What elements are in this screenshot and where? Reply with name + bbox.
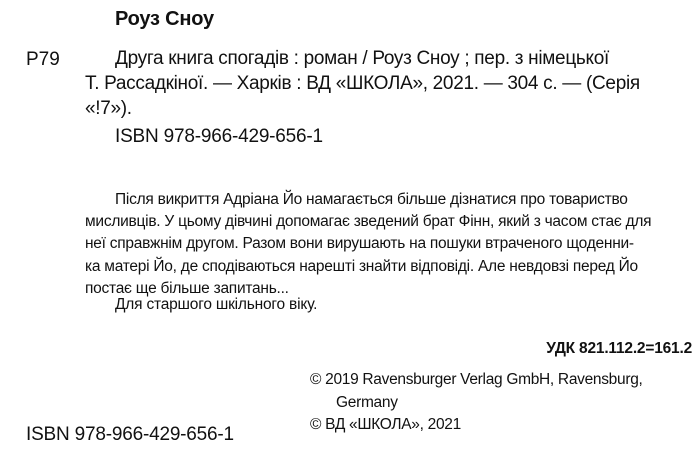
annotation-line: постає ще більше запитань... xyxy=(85,279,289,297)
udk-code: УДК 821.112.2=161.2 xyxy=(546,340,692,357)
audience-note: Для старшого шкільного віку. xyxy=(115,296,318,313)
copyright-line: © 2019 Ravensburger Verlag GmbH, Ravensburg, xyxy=(310,371,643,388)
author-mark: Р79 xyxy=(26,49,60,70)
annotation xyxy=(85,189,695,300)
copyright-line: Germany xyxy=(336,393,398,411)
author-heading: Роуз Сноу xyxy=(115,8,214,30)
annotation-line: неї справжнім другом. Разом вони вирушають на пошуки втраченого щоденни- xyxy=(85,235,634,253)
bibliographic-description xyxy=(85,46,697,121)
title-line: «!7»). xyxy=(85,98,132,119)
annotation-line: мисливців. У цьому дівчині допомагає зведений брат Фінн, який з часом стає для xyxy=(85,213,652,231)
annotation-line: Після викриття Адріана Йо намагається більше дізнатися про товариство xyxy=(115,191,628,208)
copyright-block xyxy=(310,369,695,437)
title-line: Т. Рассадкіної. — Харків : ВД «ШКОЛА», 2021. — 304 с. — (Серія xyxy=(85,73,640,94)
isbn-footer: ISBN 978-966-429-656-1 xyxy=(26,424,234,445)
copyright-line: © ВД «ШКОЛА», 2021 xyxy=(310,416,461,433)
annotation-line: ка матері Йо, де сподіваються нарешті знайти відповіді. Але невдовзі перед Йо xyxy=(85,257,638,275)
title-line: Друга книга спогадів : роман / Роуз Сноу ; пер. з німецької xyxy=(115,48,609,69)
isbn-record: ISBN 978-966-429-656-1 xyxy=(115,126,323,147)
